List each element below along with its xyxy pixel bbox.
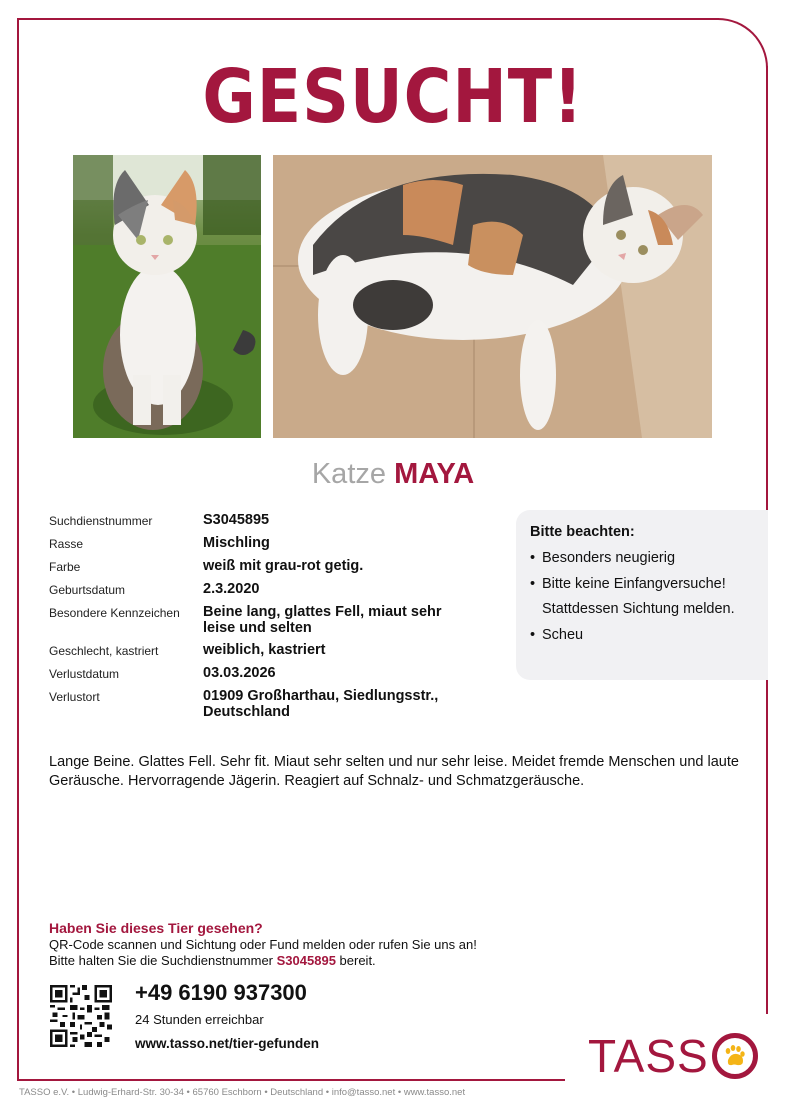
pet-heading (0, 456, 786, 492)
detail-row-breed (49, 535, 469, 552)
detail-row-birthdate (49, 581, 469, 598)
cat-photo-lying (273, 155, 712, 438)
detail-value: 2.3.2020 (203, 581, 260, 597)
frame-border-left (17, 18, 19, 1081)
notes-heading: Bitte beachten: (530, 524, 635, 540)
detail-row-search-number (49, 512, 469, 529)
call-to-action (49, 920, 529, 969)
frame-border-top (17, 18, 719, 20)
tasso-logo (588, 1028, 758, 1084)
notes-panel (516, 510, 768, 680)
description-text: Lange Beine. Glattes Fell. Sehr fit. Miaut sehr selten und nur sehr leise. Meidet fremde Menschen und laute Geräusche. Hervorragende Jägerin. Reagiert auf Schnalz- und Schmatzgeräusche. (49, 754, 739, 789)
detail-label: Geburtsdatum (49, 583, 126, 597)
pet-details-table (49, 512, 469, 726)
detail-label: Verlustdatum (49, 667, 120, 681)
footer-address: TASSO e.V. • Ludwig-Erhard-Str. 30-34 • 65760 Eschborn • Deutschland • info@tasso.net • www.tasso.net (19, 1087, 466, 1098)
qr-code-icon[interactable] (50, 985, 112, 1047)
detail-value: 03.03.2026 (203, 665, 276, 681)
cat-photo-sitting (73, 155, 261, 438)
cta-question: Haben Sie dieses Tier gesehen? (49, 920, 263, 936)
detail-label: Farbe (49, 560, 81, 574)
detail-label: Verlustort (49, 690, 100, 704)
pet-name: MAYA (394, 458, 475, 490)
detail-value: Mischling (203, 535, 270, 551)
cta-search-number: S3045895 (276, 953, 336, 968)
logo-o-ring (712, 1033, 758, 1079)
detail-label: Suchdienstnummer (49, 514, 153, 528)
cta-line-2 (49, 953, 529, 969)
cta-line-2-suffix: bereit. (335, 953, 376, 968)
website-link[interactable]: www.tasso.net/tier-gefunden (135, 1036, 320, 1051)
detail-value: 01909 Großharthau, Siedlungsstr., Deutschland (203, 688, 439, 720)
poster-title: GESUCHT! (202, 54, 584, 140)
detail-value: weiblich, kastriert (203, 642, 326, 658)
detail-row-loss-date (49, 665, 469, 682)
detail-value: S3045895 (203, 512, 270, 528)
notes-item: • Besonders neugierig (530, 546, 768, 572)
notes-item: • Bitte keine Einfangversuche! Stattdessen Sichtung melden. (530, 572, 767, 623)
detail-value: Beine lang, glattes Fell, miaut sehr leise und selten (203, 604, 442, 636)
detail-row-marks (49, 604, 469, 636)
frame-border-bottom (17, 1079, 565, 1081)
logo-text: TASS (588, 1030, 709, 1082)
detail-label: Geschlecht, kastriert (49, 644, 159, 658)
detail-row-color (49, 558, 469, 575)
detail-label: Besondere Kennzeichen (49, 606, 180, 620)
cta-line-2-prefix: Bitte halten Sie die Suchdienstnummer (49, 953, 277, 968)
detail-label: Rasse (49, 537, 84, 551)
notes-item: • Scheu (530, 623, 768, 649)
cta-line-1: QR-Code scannen und Sichtung oder Fund melden oder rufen Sie uns an! (49, 937, 477, 952)
detail-row-sex (49, 642, 469, 659)
phone-number[interactable]: +49 6190 937300 (135, 980, 307, 1005)
detail-row-loss-location (49, 688, 469, 720)
cat-sitting-image (73, 155, 261, 438)
availability-text: 24 Stunden erreichbar (135, 1012, 264, 1027)
pet-species: Katze (311, 458, 387, 490)
notes-list (530, 546, 768, 648)
paw-icon (723, 1045, 747, 1067)
detail-value: weiß mit grau-rot getig. (203, 558, 364, 574)
cat-lying-image (273, 155, 712, 438)
